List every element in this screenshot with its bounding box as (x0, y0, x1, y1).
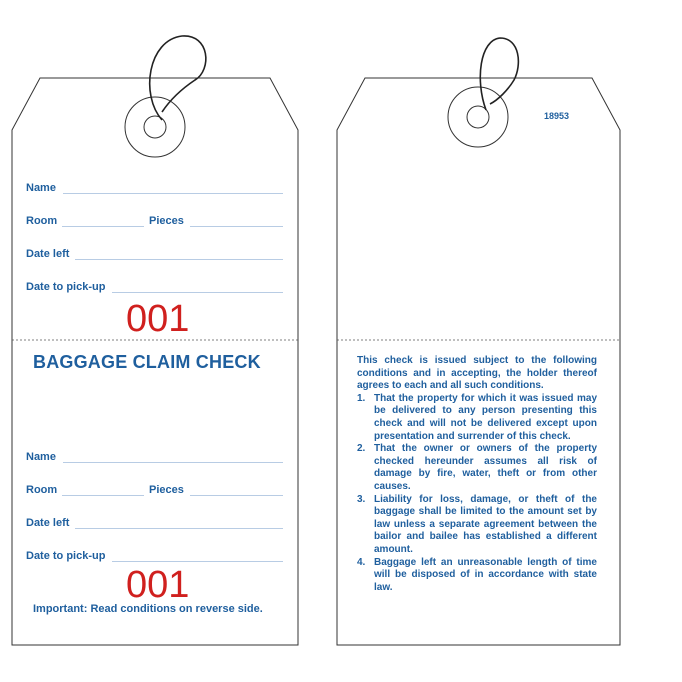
stub-date-pickup-line[interactable] (112, 292, 283, 293)
stub-room-line[interactable] (62, 226, 144, 227)
claim-name-label: Name (26, 451, 56, 463)
claim-pieces-line[interactable] (190, 495, 283, 496)
stub-number: 001 (126, 298, 190, 340)
condition-number: 4. (357, 556, 366, 568)
stub-room-label: Room (26, 215, 58, 227)
claim-room-line[interactable] (62, 495, 144, 496)
condition-text: Liability for loss, damage, or theft of the baggage shall be limited to the amount set by law unless a separate agreement between the bailor and bailee has established a different amount. (374, 493, 597, 555)
condition-text: Baggage left an unreasonable length of time will be disposed of in accordance with state law. (374, 556, 597, 593)
claim-name-line[interactable] (63, 462, 283, 463)
condition-item (357, 443, 597, 493)
condition-item (357, 494, 597, 557)
claim-title: BAGGAGE CLAIM CHECK (33, 352, 261, 372)
stub-date-pickup-label: Date to pick-up (26, 281, 106, 293)
claim-pieces-label: Pieces (149, 484, 184, 496)
claim-date-left-line[interactable] (75, 528, 283, 529)
important-note: Important: Read conditions on reverse side. (33, 603, 263, 615)
claim-date-pickup-line[interactable] (112, 561, 283, 562)
condition-text: That the owner or owners of the property checked hereunder assumes all risk of damage by fire, water, theft or from other causes. (374, 443, 597, 492)
conditions-intro: This check is issued subject to the following conditions and in accepting, the holder thereof agrees to each and all such conditions. (357, 355, 597, 392)
conditions-block (357, 355, 597, 594)
stub-date-left-line[interactable] (75, 259, 283, 260)
condition-item (357, 393, 597, 443)
claim-room-label: Room (26, 484, 58, 496)
condition-number: 1. (357, 392, 366, 404)
claim-date-pickup-label: Date to pick-up (26, 550, 106, 562)
stub-date-left-label: Date left (26, 248, 70, 260)
stub-name-label: Name (26, 182, 56, 194)
condition-number: 3. (357, 493, 366, 505)
condition-number: 2. (357, 443, 366, 455)
stub-pieces-line[interactable] (190, 226, 283, 227)
condition-text: That the property for which it was issued may be delivered to any person presenting this check and will not be delivered except upon presentation and surrender of this check. (374, 392, 597, 442)
stub-name-line[interactable] (63, 193, 283, 194)
claim-number: 001 (126, 564, 190, 606)
claim-date-left-label: Date left (26, 517, 70, 529)
condition-item (357, 557, 597, 595)
serial-number: 18953 (544, 111, 570, 121)
stub-pieces-label: Pieces (149, 215, 184, 227)
